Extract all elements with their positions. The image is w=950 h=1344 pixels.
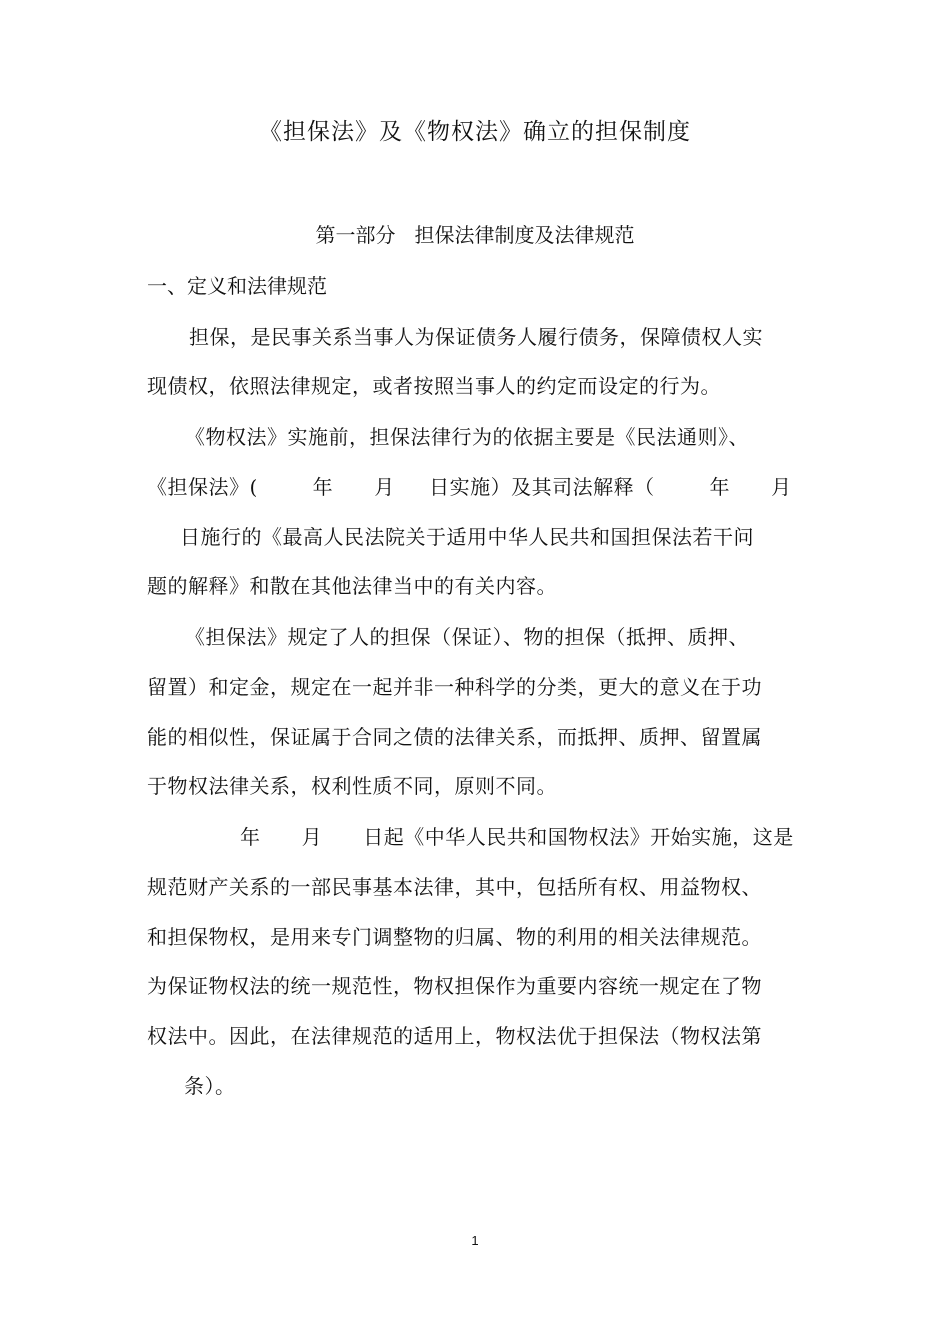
part-title: 第一部分 担保法律制度及法律规范	[315, 223, 635, 247]
document-title: 《担保法》及《物权法》确立的担保制度	[259, 119, 691, 145]
paragraph-3-line-1: 《担保法》规定了人的担保（保证）、物的担保（抵押、质押、	[185, 625, 749, 649]
paragraph-4-line-5: 权法中。因此，在法律规范的适用上，物权法优于担保法（物权法第	[147, 1024, 762, 1048]
paragraph-1-line-1: 担保，是民事关系当事人为保证债务人履行债务，保障债权人实	[189, 325, 763, 349]
paragraph-4-line-4: 为保证物权法的统一规范性，物权担保作为重要内容统一规定在了物	[147, 974, 762, 998]
paragraph-4-line-1: 年 月 日起《中华人民共和国物权法》开始实施，这是	[240, 825, 794, 849]
paragraph-3-line-3: 能的相似性，保证属于合同之债的法律关系，而抵押、质押、留置属	[147, 725, 762, 749]
paragraph-2-line-3: 日施行的《最高人民法院关于适用中华人民共和国担保法若干问	[180, 525, 754, 549]
paragraph-4-line-2: 规范财产关系的一部民事基本法律，其中，包括所有权、用益物权、	[147, 875, 762, 899]
page-number: 1	[471, 1233, 479, 1248]
paragraph-1-line-2: 现债权，依照法律规定，或者按照当事人的约定而设定的行为。	[147, 374, 721, 398]
paragraph-3-line-2: 留置）和定金，规定在一起并非一种科学的分类，更大的意义在于功	[147, 675, 762, 699]
paragraph-4-line-3: 和担保物权，是用来专门调整物的归属、物的利用的相关法律规范。	[147, 925, 762, 949]
paragraph-2-line-2: 《担保法》( 年 月 日实施）及其司法解释（ 年 月	[147, 475, 792, 499]
paragraph-2-line-1: 《物权法》实施前，担保法律行为的依据主要是《民法通则》、	[185, 425, 749, 449]
paragraph-3-line-4: 于物权法律关系，权利性质不同，原则不同。	[147, 774, 557, 798]
paragraph-4-line-6: 条）。	[184, 1074, 236, 1098]
paragraph-2-line-4: 题的解释》和散在其他法律当中的有关内容。	[147, 574, 557, 598]
section-heading: 一、定义和法律规范	[147, 274, 327, 298]
